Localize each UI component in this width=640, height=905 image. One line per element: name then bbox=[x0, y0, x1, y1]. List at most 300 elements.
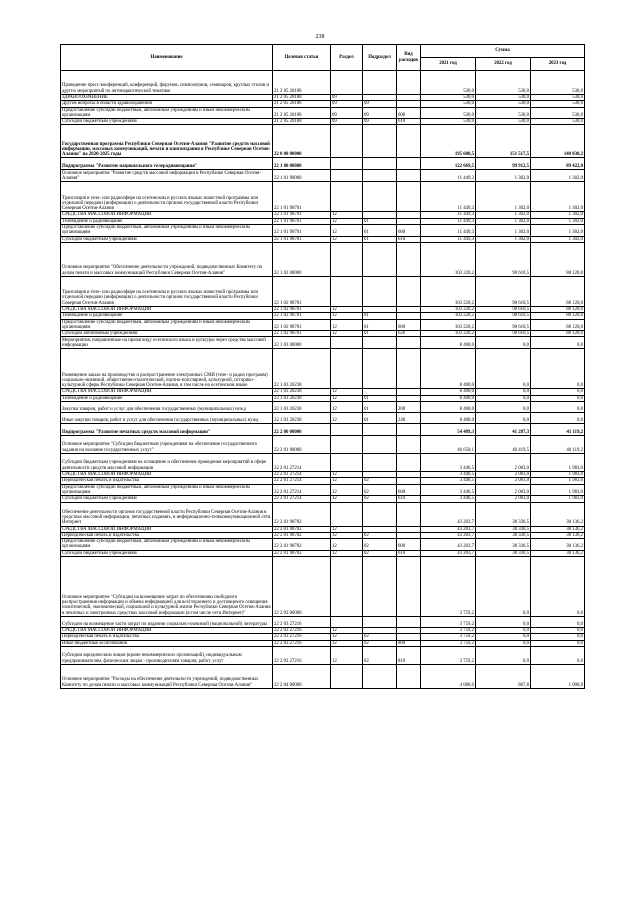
cell-name: Периодическая печать и издательства bbox=[61, 532, 273, 538]
cell-target-code: 22 1 02 00000 bbox=[273, 242, 331, 276]
cell-target-code: 22 2 01 27214 bbox=[273, 472, 331, 478]
cell-subsection bbox=[363, 337, 397, 349]
table-row bbox=[61, 617, 585, 628]
cell-target-code: 21 2 05 20188 bbox=[273, 101, 331, 107]
header-expense-type: Вид расходов bbox=[397, 45, 421, 71]
cell-amount-2023: 38 136,2 bbox=[531, 550, 585, 556]
cell-name: Субсидии юридическим лицам (кроме некоммерческих организаций), индивидуальным предпринимателям, физическим лицам - производителям товаров, работ, услуг bbox=[61, 646, 273, 664]
cell-subsection bbox=[363, 349, 397, 389]
table-row bbox=[61, 242, 585, 276]
cell-amount-2022: 38 336,5 bbox=[476, 539, 531, 551]
cell-amount-2022: 1 302,0 bbox=[476, 218, 531, 224]
cell-subsection bbox=[363, 617, 397, 628]
cell-amount-2022: 98 610,5 bbox=[476, 242, 531, 276]
cell-subsection: 01 bbox=[363, 413, 397, 424]
cell-section: 12 bbox=[331, 526, 363, 532]
cell-name: СРЕДСТВА МАССОВОЙ ИНФОРМАЦИИ bbox=[61, 306, 273, 312]
cell-amount-2021: 103 220,2 bbox=[421, 313, 476, 319]
cell-amount-2023: 38 136,2 bbox=[531, 526, 585, 532]
cell-amount-2021: 8 400,0 bbox=[421, 395, 476, 401]
cell-amount-2021: 530,0 bbox=[421, 71, 476, 95]
cell-subsection: 01 bbox=[363, 225, 397, 237]
cell-amount-2021: 43 203,7 bbox=[421, 539, 476, 551]
cell-amount-2022: 0,0 bbox=[476, 628, 531, 634]
cell-target-code: 22 1 02 98701 bbox=[273, 331, 331, 337]
cell-name: Закупка товаров, работ и услуг для обеспечения государственных (муниципальных) нужд bbox=[61, 402, 273, 413]
cell-amount-2023: 1 983,0 bbox=[531, 478, 585, 484]
cell-section bbox=[331, 617, 363, 628]
cell-subsection: 01 bbox=[363, 331, 397, 337]
table-row bbox=[61, 454, 585, 472]
cell-target-code: 22 2 03 27216 bbox=[273, 646, 331, 664]
cell-expense-type bbox=[397, 170, 421, 182]
cell-amount-2021: 3 446,5 bbox=[421, 472, 476, 478]
cell-subsection: 01 bbox=[363, 236, 397, 242]
cell-amount-2021: 3 446,5 bbox=[421, 454, 476, 472]
cell-subsection: 01 bbox=[363, 402, 397, 413]
cell-name: Предоставление субсидий бюджетным, автономным учреждениям и иным некоммерческим организациям bbox=[61, 225, 273, 237]
cell-target-code: 22 1 00 00000 bbox=[273, 158, 331, 170]
cell-expense-type: 810 bbox=[397, 646, 421, 664]
cell-subsection: 02 bbox=[363, 640, 397, 646]
table-row bbox=[61, 349, 585, 389]
cell-amount-2023: 1 302,0 bbox=[531, 212, 585, 218]
cell-amount-2021: 103 220,2 bbox=[421, 319, 476, 331]
cell-subsection bbox=[363, 242, 397, 276]
cell-amount-2023: 1 983,0 bbox=[531, 484, 585, 496]
cell-name: СРЕДСТВА МАССОВОЙ ИНФОРМАЦИИ bbox=[61, 389, 273, 395]
cell-amount-2022: 151 517,5 bbox=[476, 125, 531, 158]
cell-amount-2021: 3 759,2 bbox=[421, 557, 476, 617]
header-2022: 2022 год bbox=[476, 58, 531, 71]
cell-section: 12 bbox=[331, 640, 363, 646]
cell-section: 12 bbox=[331, 212, 363, 218]
cell-amount-2021: 8 400,0 bbox=[421, 389, 476, 395]
cell-name: Обеспечение деятельности органов государственной власти Республики Северная Осетия-Алания в средствах массовой информации, печатных изданиях, в информационно-телекоммуникационной сети Интернет bbox=[61, 502, 273, 526]
cell-amount-2022: 2 083,0 bbox=[476, 496, 531, 502]
cell-amount-2022: 530,0 bbox=[476, 119, 531, 125]
cell-name: Основное мероприятие "Субсидии бюджетным учреждениям на обеспечение государственного задания на оказание государственных услуг" bbox=[61, 436, 273, 454]
cell-amount-2022: 38 336,5 bbox=[476, 550, 531, 556]
cell-amount-2022: 0,0 bbox=[476, 395, 531, 401]
cell-amount-2021: 3 759,2 bbox=[421, 640, 476, 646]
cell-amount-2023: 1 983,0 bbox=[531, 454, 585, 472]
cell-amount-2021: 3 759,2 bbox=[421, 634, 476, 640]
cell-amount-2023: 0,0 bbox=[531, 337, 585, 349]
cell-amount-2022: 38 336,5 bbox=[476, 502, 531, 526]
cell-expense-type bbox=[397, 125, 421, 158]
cell-amount-2021: 43 203,7 bbox=[421, 550, 476, 556]
cell-amount-2023: 41 119,2 bbox=[531, 424, 585, 436]
table-row bbox=[61, 71, 585, 95]
cell-section: 09 bbox=[331, 119, 363, 125]
cell-amount-2022: 98 610,5 bbox=[476, 319, 531, 331]
cell-amount-2021: 8 400,0 bbox=[421, 337, 476, 349]
cell-expense-type bbox=[397, 617, 421, 628]
cell-section: 12 bbox=[331, 532, 363, 538]
cell-subsection bbox=[363, 436, 397, 454]
cell-target-code: 22 1 03 20238 bbox=[273, 349, 331, 389]
table-body bbox=[61, 71, 585, 689]
cell-amount-2021: 46 650,1 bbox=[421, 436, 476, 454]
cell-name: Предоставление субсидий бюджетным, автономным учреждениям и иным некоммерческим организациям bbox=[61, 107, 273, 119]
cell-amount-2023: 0,0 bbox=[531, 349, 585, 389]
cell-name: Проведение пресс-конференций, конференций, форумов, симпозиумов, семинаров, круглых столов и других мероприятий по антинаркотической тематике bbox=[61, 71, 273, 95]
cell-section: 12 bbox=[331, 402, 363, 413]
cell-amount-2023: 0,0 bbox=[531, 413, 585, 424]
cell-subsection: 02 bbox=[363, 550, 397, 556]
cell-amount-2023: 0,0 bbox=[531, 395, 585, 401]
cell-name: Иные закупки товаров, работ и услуг для обеспечения государственных (муниципальных) нужд bbox=[61, 413, 273, 424]
cell-expense-type bbox=[397, 242, 421, 276]
cell-amount-2022: 530,0 bbox=[476, 95, 531, 101]
cell-target-code: 22 2 01 98702 bbox=[273, 502, 331, 526]
cell-amount-2022: 1 302,0 bbox=[476, 170, 531, 182]
cell-name: Мероприятия, направленные на пропаганду осетинского языка и культуры через средства массовой информации bbox=[61, 337, 273, 349]
cell-target-code: 22 1 01 98701 bbox=[273, 218, 331, 224]
cell-amount-2023: 1 983,0 bbox=[531, 496, 585, 502]
cell-amount-2023: 1 302,0 bbox=[531, 225, 585, 237]
cell-amount-2023: 0,0 bbox=[531, 646, 585, 664]
cell-section: 12 bbox=[331, 646, 363, 664]
cell-amount-2021: 195 600,5 bbox=[421, 125, 476, 158]
cell-name: СРЕДСТВА МАССОВОЙ ИНФОРМАЦИИ bbox=[61, 472, 273, 478]
cell-subsection bbox=[363, 557, 397, 617]
cell-amount-2021: 3 446,5 bbox=[421, 496, 476, 502]
cell-section: 12 bbox=[331, 225, 363, 237]
cell-amount-2022: 2 083,0 bbox=[476, 484, 531, 496]
cell-expense-type: 600 bbox=[397, 107, 421, 119]
cell-target-code: 22 2 03 27216 bbox=[273, 640, 331, 646]
cell-expense-type: 610 bbox=[397, 550, 421, 556]
table-row bbox=[61, 337, 585, 349]
cell-amount-2021: 3 446,5 bbox=[421, 478, 476, 484]
cell-amount-2021: 43 203,7 bbox=[421, 526, 476, 532]
cell-name: Периодическая печать и издательства bbox=[61, 634, 273, 640]
cell-amount-2021: 11 449,3 bbox=[421, 236, 476, 242]
cell-name: Телевидение и радиовещание bbox=[61, 218, 273, 224]
cell-amount-2023: 530,0 bbox=[531, 71, 585, 95]
cell-subsection bbox=[363, 71, 397, 95]
cell-amount-2022: 0,0 bbox=[476, 389, 531, 395]
cell-name: Субсидии бюджетным учреждениям bbox=[61, 236, 273, 242]
cell-amount-2021: 530,0 bbox=[421, 119, 476, 125]
cell-section bbox=[331, 349, 363, 389]
cell-name: Другие вопросы в области здравоохранения bbox=[61, 101, 273, 107]
cell-name: Основное мероприятие "Расходы на обеспечение деятельности учреждений, подведомственных Комитету по делам печати и массовых коммуникаций Республики Северная Осетия-Алания" bbox=[61, 664, 273, 688]
cell-amount-2023: 88 120,0 bbox=[531, 306, 585, 312]
cell-amount-2023: 1 983,0 bbox=[531, 472, 585, 478]
cell-section: 12 bbox=[331, 313, 363, 319]
cell-amount-2023: 530,0 bbox=[531, 107, 585, 119]
cell-expense-type bbox=[397, 664, 421, 688]
cell-target-code: 22 2 03 27216 bbox=[273, 628, 331, 634]
cell-subsection: 02 bbox=[363, 478, 397, 484]
cell-amount-2023: 1 302,0 bbox=[531, 236, 585, 242]
cell-name: ЗДРАВООХРАНЕНИЕ bbox=[61, 95, 273, 101]
table-row bbox=[61, 413, 585, 424]
cell-amount-2022: 2 083,0 bbox=[476, 472, 531, 478]
cell-target-code: 22 1 02 98701 bbox=[273, 306, 331, 312]
cell-expense-type: 200 bbox=[397, 402, 421, 413]
cell-amount-2021: 43 203,7 bbox=[421, 532, 476, 538]
cell-target-code: 22 2 01 98702 bbox=[273, 539, 331, 551]
cell-section: 12 bbox=[331, 496, 363, 502]
cell-amount-2023: 38 136,2 bbox=[531, 532, 585, 538]
cell-name: СРЕДСТВА МАССОВОЙ ИНФОРМАЦИИ bbox=[61, 628, 273, 634]
table-row bbox=[61, 664, 585, 688]
cell-subsection bbox=[363, 158, 397, 170]
cell-subsection: 02 bbox=[363, 539, 397, 551]
cell-section: 09 bbox=[331, 95, 363, 101]
cell-expense-type: 620 bbox=[397, 331, 421, 337]
cell-section: 12 bbox=[331, 236, 363, 242]
cell-amount-2023: 38 136,2 bbox=[531, 502, 585, 526]
cell-amount-2021: 11 449,3 bbox=[421, 212, 476, 218]
cell-amount-2022: 98 610,5 bbox=[476, 331, 531, 337]
cell-amount-2023: 1 302,0 bbox=[531, 218, 585, 224]
cell-target-code: 22 2 03 00000 bbox=[273, 557, 331, 617]
cell-target-code: 22 2 01 98702 bbox=[273, 526, 331, 532]
cell-amount-2022: 0,0 bbox=[476, 646, 531, 664]
cell-subsection: 02 bbox=[363, 646, 397, 664]
cell-amount-2022: 867,8 bbox=[476, 664, 531, 688]
cell-amount-2023: 0,0 bbox=[531, 402, 585, 413]
table-row bbox=[61, 107, 585, 119]
cell-amount-2023: 530,0 bbox=[531, 119, 585, 125]
cell-subsection: 02 bbox=[363, 496, 397, 502]
table-row bbox=[61, 539, 585, 551]
header-sum: Сумма bbox=[421, 45, 585, 58]
cell-expense-type: 610 bbox=[397, 496, 421, 502]
cell-section: 12 bbox=[331, 472, 363, 478]
cell-name: СРЕДСТВА МАССОВОЙ ИНФОРМАЦИИ bbox=[61, 212, 273, 218]
cell-target-code: 22 1 03 20238 bbox=[273, 395, 331, 401]
cell-section bbox=[331, 276, 363, 306]
table-row bbox=[61, 319, 585, 331]
cell-amount-2022: 1 302,0 bbox=[476, 212, 531, 218]
cell-amount-2023: 530,0 bbox=[531, 95, 585, 101]
cell-name: Телевидение и радиовещание bbox=[61, 395, 273, 401]
cell-amount-2022: 1 302,0 bbox=[476, 236, 531, 242]
cell-name: Субсидии автономным учреждениям bbox=[61, 331, 273, 337]
cell-target-code: 22 1 01 98701 bbox=[273, 182, 331, 212]
cell-amount-2022: 530,0 bbox=[476, 101, 531, 107]
cell-amount-2022: 38 336,5 bbox=[476, 526, 531, 532]
cell-amount-2021: 3 759,2 bbox=[421, 628, 476, 634]
cell-expense-type bbox=[397, 337, 421, 349]
cell-amount-2021: 54 409,3 bbox=[421, 424, 476, 436]
cell-section bbox=[331, 502, 363, 526]
cell-name: Размещение заказа на производство и распространение электронных СМИ (теле- и радио программ) социально-значимой, общественно-политической, научно-популярной, культурной, историко-культурной сферы Республики Северная Осетия-Алания, в том числе на осетинском языке bbox=[61, 349, 273, 389]
cell-target-code: 22 1 03 00000 bbox=[273, 337, 331, 349]
cell-section bbox=[331, 557, 363, 617]
cell-subsection bbox=[363, 502, 397, 526]
cell-target-code: 22 1 03 20238 bbox=[273, 402, 331, 413]
cell-amount-2021: 11 449,3 bbox=[421, 182, 476, 212]
cell-subsection: 01 bbox=[363, 395, 397, 401]
cell-name: Предоставление субсидий бюджетным, автономным учреждениям и иным некоммерческим организациям bbox=[61, 484, 273, 496]
cell-subsection bbox=[363, 454, 397, 472]
cell-section: 12 bbox=[331, 395, 363, 401]
cell-subsection bbox=[363, 125, 397, 158]
cell-amount-2021: 3 759,2 bbox=[421, 646, 476, 664]
cell-section bbox=[331, 424, 363, 436]
cell-subsection: 02 bbox=[363, 484, 397, 496]
cell-target-code: 22 1 01 98701 bbox=[273, 236, 331, 242]
header-section: Раздел bbox=[331, 45, 363, 71]
cell-subsection: 09 bbox=[363, 107, 397, 119]
cell-amount-2022: 0,0 bbox=[476, 349, 531, 389]
cell-amount-2022: 0,0 bbox=[476, 640, 531, 646]
header-code: Целевая статья bbox=[273, 45, 331, 71]
table-row bbox=[61, 170, 585, 182]
cell-subsection: 09 bbox=[363, 101, 397, 107]
cell-amount-2022: 2 083,0 bbox=[476, 454, 531, 472]
cell-amount-2023: 40 119,2 bbox=[531, 436, 585, 454]
cell-amount-2022: 0,0 bbox=[476, 634, 531, 640]
cell-amount-2022: 40 419,5 bbox=[476, 436, 531, 454]
cell-amount-2021: 4 000,0 bbox=[421, 664, 476, 688]
cell-amount-2021: 8 400,0 bbox=[421, 349, 476, 389]
table-row bbox=[61, 436, 585, 454]
cell-name: Предоставление субсидий бюджетным, автономным учреждениям и иным некоммерческим организациям bbox=[61, 539, 273, 551]
table-row bbox=[61, 125, 585, 158]
cell-amount-2021: 530,0 bbox=[421, 95, 476, 101]
cell-section: 12 bbox=[331, 478, 363, 484]
cell-amount-2022: 0,0 bbox=[476, 337, 531, 349]
cell-amount-2021: 103 220,2 bbox=[421, 242, 476, 276]
cell-name: Субсидии бюджетным учреждениям bbox=[61, 550, 273, 556]
cell-subsection bbox=[363, 182, 397, 212]
cell-section bbox=[331, 337, 363, 349]
cell-section: 12 bbox=[331, 218, 363, 224]
cell-section: 09 bbox=[331, 107, 363, 119]
cell-name: Подпрограмма "Развитие печатных средств массовой информации" bbox=[61, 424, 273, 436]
cell-section: 12 bbox=[331, 550, 363, 556]
table-row bbox=[61, 182, 585, 212]
cell-amount-2022: 98 610,5 bbox=[476, 276, 531, 306]
cell-amount-2023: 530,0 bbox=[531, 101, 585, 107]
cell-expense-type: 610 bbox=[397, 119, 421, 125]
table-row bbox=[61, 424, 585, 436]
cell-amount-2022: 2 083,0 bbox=[476, 478, 531, 484]
cell-section bbox=[331, 158, 363, 170]
cell-name: Основное мероприятие "Обеспечение деятельности учреждений, подведомственных Комитету по делам печати и массовых коммуникаций Республики Северная Осетия-Алания" bbox=[61, 242, 273, 276]
cell-target-code: 21 2 05 20188 bbox=[273, 107, 331, 119]
cell-target-code: 21 2 05 20188 bbox=[273, 71, 331, 95]
cell-amount-2023: 88 120,0 bbox=[531, 242, 585, 276]
cell-expense-type: 800 bbox=[397, 640, 421, 646]
cell-section: 12 bbox=[331, 628, 363, 634]
cell-name: Предоставление субсидий бюджетным, автономным учреждениям и иным некоммерческим организациям bbox=[61, 319, 273, 331]
cell-section bbox=[331, 242, 363, 276]
cell-amount-2023: 1 302,0 bbox=[531, 182, 585, 212]
cell-section: 12 bbox=[331, 413, 363, 424]
cell-target-code: 21 2 05 20188 bbox=[273, 95, 331, 101]
cell-amount-2021: 11 449,3 bbox=[421, 225, 476, 237]
cell-name: Государственная программа Республики Северная Осетия-Алания "Развитие средств массовой информации, массовых коммуникаций, печати и книгоиздания в Республике Северная Осетия-Алания" на 2020-2025 годы bbox=[61, 125, 273, 158]
budget-table bbox=[60, 44, 585, 689]
table-row bbox=[61, 402, 585, 413]
cell-name: Телевидение и радиовещание bbox=[61, 313, 273, 319]
header-name: Наименование bbox=[61, 45, 273, 71]
cell-expense-type bbox=[397, 454, 421, 472]
cell-target-code: 22 0 00 00000 bbox=[273, 125, 331, 158]
cell-amount-2023: 0,0 bbox=[531, 389, 585, 395]
cell-section bbox=[331, 170, 363, 182]
cell-target-code: 22 2 04 00000 bbox=[273, 664, 331, 688]
cell-expense-type bbox=[397, 71, 421, 95]
cell-section: 12 bbox=[331, 539, 363, 551]
cell-expense-type bbox=[397, 557, 421, 617]
cell-name: Субсидии бюджетным учреждениям bbox=[61, 496, 273, 502]
cell-amount-2022: 38 336,5 bbox=[476, 532, 531, 538]
cell-subsection: 01 bbox=[363, 313, 397, 319]
cell-subsection bbox=[363, 276, 397, 306]
cell-name: Трансляция в теле- или радиоэфире на осетинском и русских языках новостной программы или отдельной передачи (информации) о деятельности органов государственной власти Республики Северная Осетия-Алания bbox=[61, 182, 273, 212]
cell-target-code: 22 2 01 27214 bbox=[273, 496, 331, 502]
cell-amount-2021: 43 203,7 bbox=[421, 502, 476, 526]
cell-target-code: 22 2 03 27216 bbox=[273, 634, 331, 640]
cell-target-code: 22 1 01 98701 bbox=[273, 212, 331, 218]
cell-amount-2022: 0,0 bbox=[476, 413, 531, 424]
cell-amount-2021: 11 449,3 bbox=[421, 170, 476, 182]
table-row bbox=[61, 646, 585, 664]
table-row bbox=[61, 225, 585, 237]
cell-amount-2023: 1 302,0 bbox=[531, 170, 585, 182]
cell-amount-2022: 0,0 bbox=[476, 402, 531, 413]
cell-name: Основное мероприятие "Развитие средств массовой информации в Республике Северная Осетия-Алания" bbox=[61, 170, 273, 182]
cell-expense-type bbox=[397, 424, 421, 436]
cell-amount-2021: 122 669,5 bbox=[421, 158, 476, 170]
table-header bbox=[61, 45, 585, 71]
cell-expense-type: 600 bbox=[397, 539, 421, 551]
cell-section bbox=[331, 182, 363, 212]
cell-expense-type bbox=[397, 436, 421, 454]
cell-subsection: 02 bbox=[363, 532, 397, 538]
cell-amount-2022: 1 302,0 bbox=[476, 182, 531, 212]
cell-target-code: 22 2 01 27214 bbox=[273, 484, 331, 496]
cell-amount-2023: 0,0 bbox=[531, 628, 585, 634]
cell-name: Субсидии бюджетным учреждениям bbox=[61, 119, 273, 125]
cell-amount-2023: 140 830,2 bbox=[531, 125, 585, 158]
cell-section bbox=[331, 454, 363, 472]
cell-amount-2021: 8 400,0 bbox=[421, 413, 476, 424]
header-2023: 2023 год bbox=[531, 58, 585, 71]
cell-amount-2021: 103 220,2 bbox=[421, 276, 476, 306]
cell-target-code: 22 1 01 98701 bbox=[273, 225, 331, 237]
cell-amount-2021: 3 446,5 bbox=[421, 484, 476, 496]
cell-expense-type bbox=[397, 276, 421, 306]
cell-amount-2023: 38 136,2 bbox=[531, 539, 585, 551]
table-row bbox=[61, 158, 585, 170]
cell-amount-2023: 0,0 bbox=[531, 634, 585, 640]
cell-amount-2021: 103 220,2 bbox=[421, 331, 476, 337]
cell-amount-2022: 41 287,3 bbox=[476, 424, 531, 436]
cell-target-code: 22 2 01 98702 bbox=[273, 550, 331, 556]
cell-amount-2021: 8 400,0 bbox=[421, 402, 476, 413]
cell-section: 12 bbox=[331, 484, 363, 496]
cell-expense-type: 240 bbox=[397, 413, 421, 424]
cell-section bbox=[331, 71, 363, 95]
cell-amount-2022: 99 912,5 bbox=[476, 158, 531, 170]
cell-target-code: 21 2 05 20188 bbox=[273, 119, 331, 125]
cell-name: Субсидии бюджетным учреждениям на оснащение и обеспечение проведения мероприятий в сфере деятельности средств массовой информации bbox=[61, 454, 273, 472]
cell-amount-2023: 0,0 bbox=[531, 640, 585, 646]
cell-name: Иные бюджетные ассигнования bbox=[61, 640, 273, 646]
cell-target-code: 22 2 00 00000 bbox=[273, 424, 331, 436]
